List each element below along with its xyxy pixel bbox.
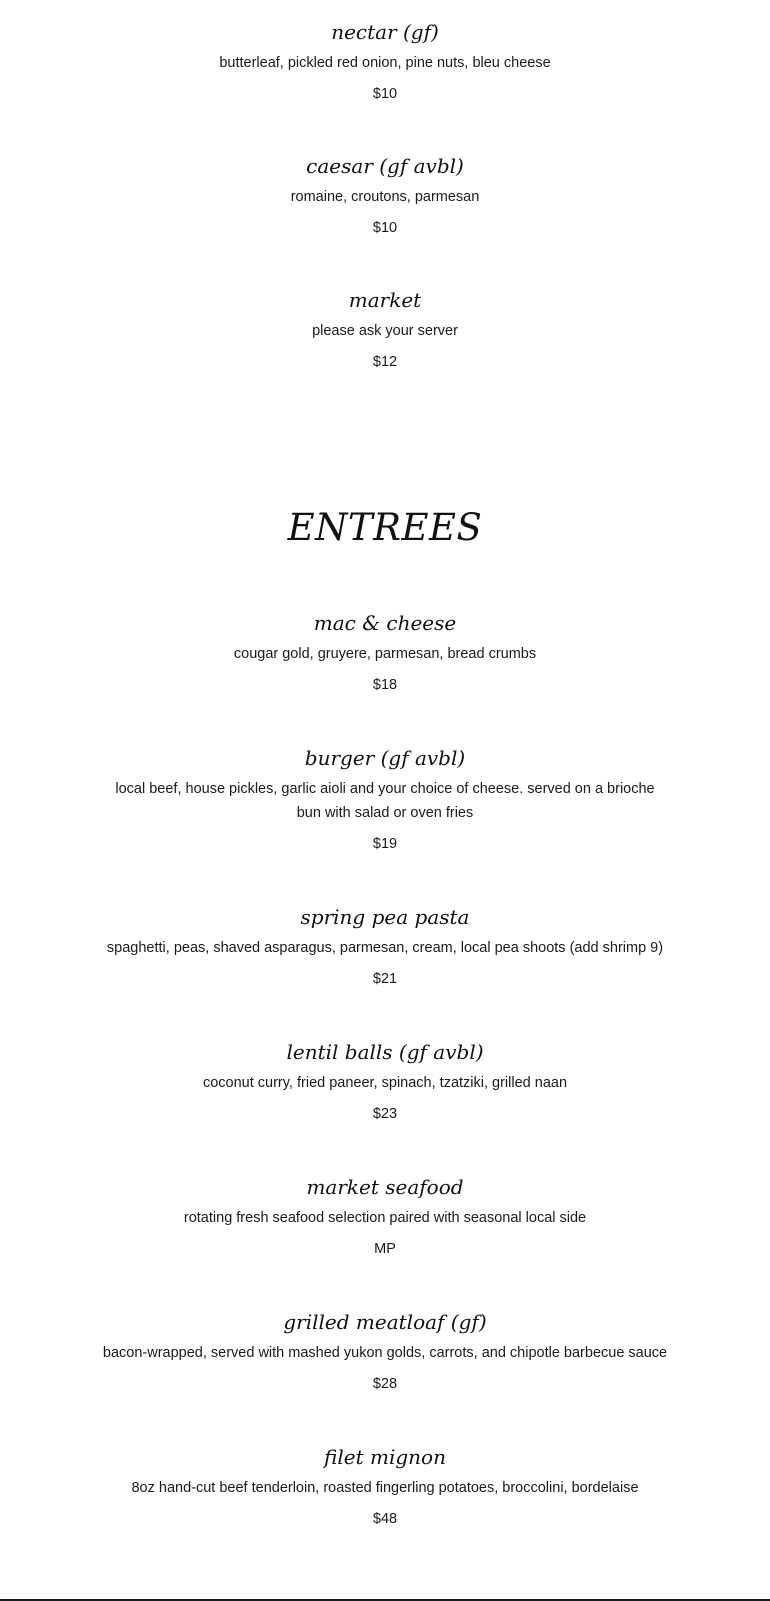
menu-item-price: $18: [372, 677, 398, 693]
menu-item-description: cougar gold, gruyere, parmesan, bread crumbs: [233, 646, 537, 662]
menu-item-name: mac & cheese: [313, 611, 457, 635]
menu-item-price: $10: [372, 220, 398, 236]
menu-item-description: please ask your server: [312, 323, 458, 339]
menu-item-caesar: [0, 152, 770, 240]
menu-item-description: 8oz hand-cut beef tenderloin, roasted fingerling potatoes, broccolini, bordelaise: [131, 1480, 639, 1496]
section-heading-entrees: ENTREES: [287, 506, 483, 549]
menu-item-name: grilled meatloaf (gf): [283, 1310, 487, 1334]
menu-item-mac-and-cheese: [0, 609, 770, 697]
menu-item-grilled-meatloaf: [0, 1308, 770, 1396]
menu-item-burger: [0, 744, 770, 856]
menu-item-description: coconut curry, fried paneer, spinach, tzatziki, grilled naan: [202, 1075, 568, 1091]
menu-item-market: [0, 286, 770, 374]
menu-item-name: caesar (gf avbl): [306, 154, 464, 178]
menu-item-name: burger (gf avbl): [304, 746, 466, 770]
menu-item-price: $19: [372, 836, 398, 852]
menu-item-description: rotating fresh seafood selection paired with seasonal local side: [183, 1210, 587, 1226]
menu-item-market-seafood: [0, 1173, 770, 1261]
menu-item-filet-mignon: [0, 1443, 770, 1531]
menu-item-description: spaghetti, peas, shaved asparagus, parmesan, cream, local pea shoots (add shrimp 9): [106, 940, 664, 956]
menu-item-price: MP: [374, 1241, 396, 1257]
menu-item-price: $21: [372, 971, 398, 987]
menu-item-price: $10: [372, 86, 398, 102]
menu-item-name: nectar (gf): [331, 20, 439, 44]
menu-item-name: lentil balls (gf avbl): [286, 1040, 484, 1064]
menu-item-description: local beef, house pickles, garlic aioli and your choice of cheese. served on a brioche bun with salad or oven fries: [115, 781, 655, 821]
menu-item-price: $48: [372, 1511, 398, 1527]
menu-item-description: butterleaf, pickled red onion, pine nuts, bleu cheese: [219, 55, 551, 71]
menu-item-lentil-balls: [0, 1038, 770, 1126]
menu-item-price: $12: [372, 354, 398, 370]
menu-item-description: romaine, croutons, parmesan: [290, 189, 480, 205]
menu-item-name: market: [348, 288, 422, 312]
menu-item-price: $23: [372, 1106, 398, 1122]
menu-item-nectar: [0, 18, 770, 106]
menu-item-description: bacon-wrapped, served with mashed yukon golds, carrots, and chipotle barbecue sauce: [102, 1345, 668, 1361]
menu-item-name: filet mignon: [324, 1445, 446, 1469]
menu-item-name: market seafood: [306, 1175, 464, 1199]
menu-item-spring-pea-pasta: [0, 903, 770, 991]
menu-item-name: spring pea pasta: [300, 905, 470, 929]
menu-item-price: $28: [372, 1376, 398, 1392]
